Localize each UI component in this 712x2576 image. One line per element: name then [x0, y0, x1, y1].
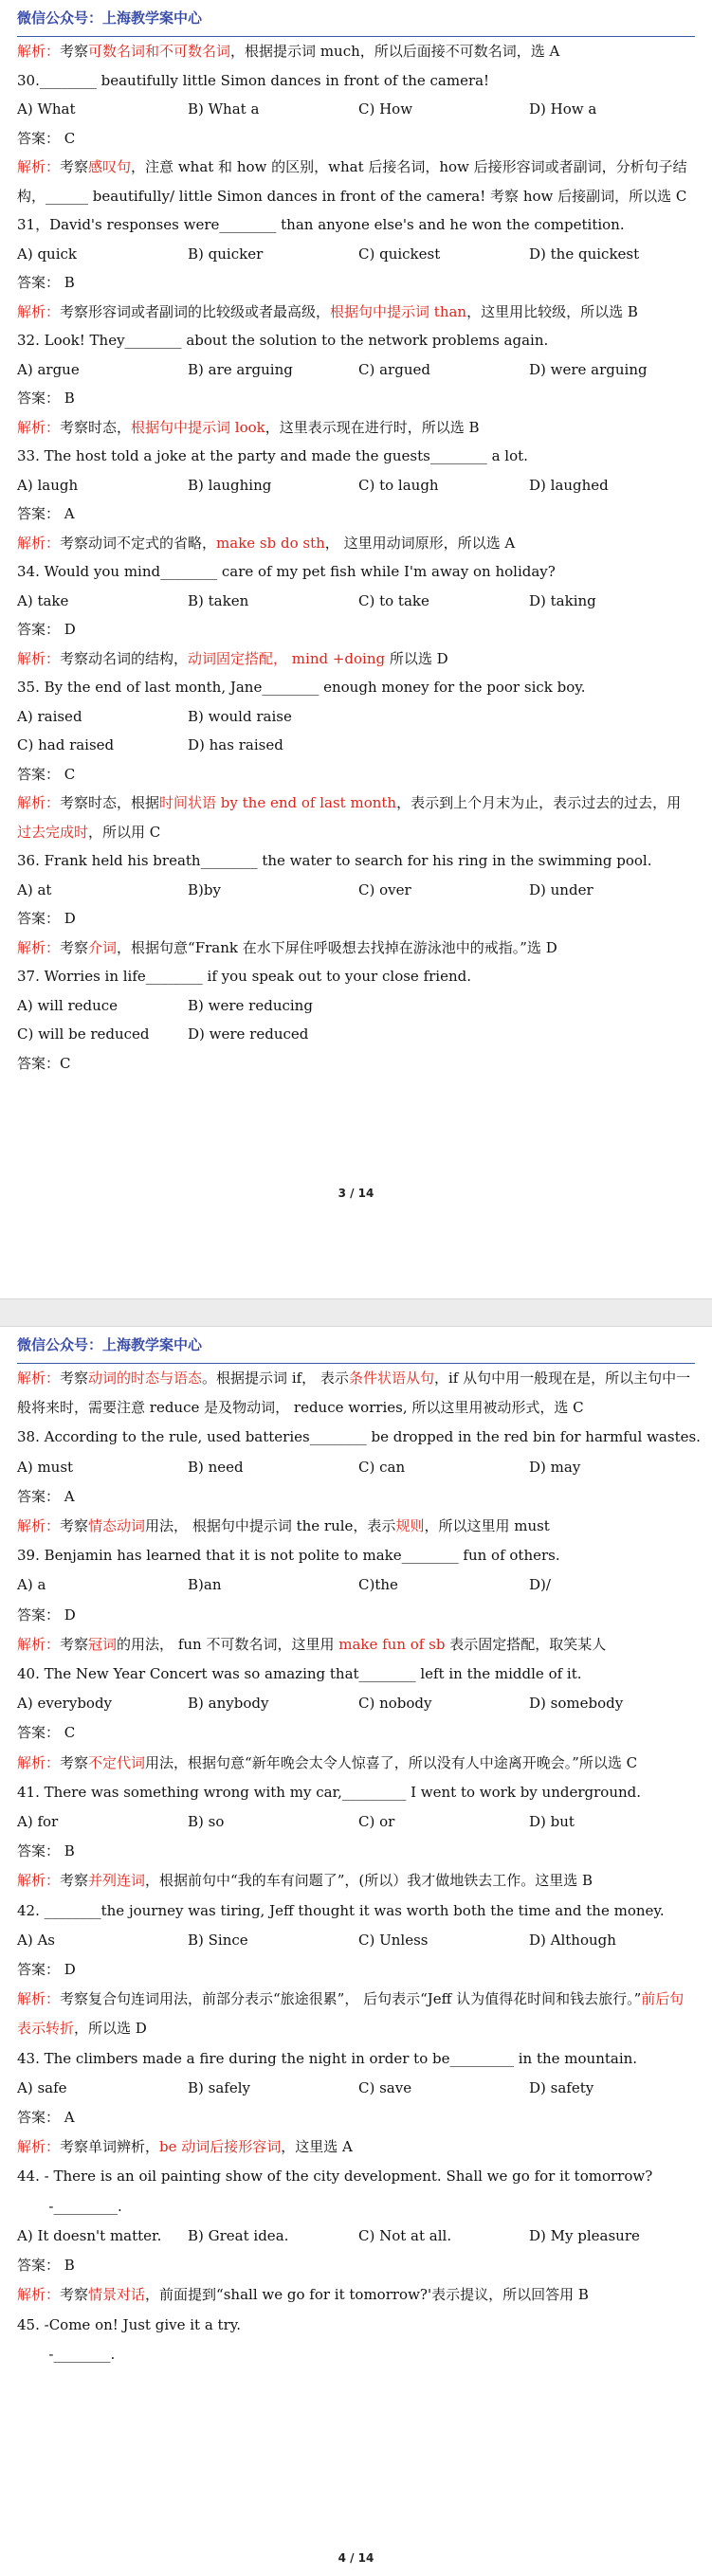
- question-options: A) quick B) quicker C) quickest D) the quickest: [17, 245, 640, 263]
- question-stem: 39. Benjamin has learned that it is not polite to make________ fun of others.: [17, 1547, 560, 1565]
- answer-line: 答案： C: [17, 129, 76, 147]
- question-options: A) must B) need C) can D) may: [17, 1458, 581, 1476]
- analysis-line: 解析：考察不定代词用法，根据句意“新年晚会太令人惊喜了，所以没有人中途离开晚会。”所以选 C: [17, 1753, 638, 1771]
- answer-line: 答案： C: [17, 765, 76, 783]
- analysis-line: 解析：考察单词辨析，be 动词后接形容词，这里选 A: [17, 2138, 353, 2156]
- document-page-4: [0, 1327, 712, 2576]
- page-content: [17, 37, 695, 1078]
- question-options: C) will be reduced D) were reduced: [17, 1025, 309, 1043]
- question-options: A) a B)an C)the D)/: [17, 1576, 551, 1594]
- answer-line: 答案：C: [17, 1054, 71, 1072]
- question-stem: 31，David's responses were________ than anyone else's and he won the competition.: [17, 216, 625, 233]
- question-stem-reply: -________.: [17, 2345, 116, 2363]
- page-separator: [0, 1298, 712, 1327]
- answer-line: 答案： B: [17, 274, 75, 291]
- analysis-line: 解析：考察时态，根据时间状语 by the end of last month，表示到上个月末为止，表示过去的过去，用过去完成时，所以用 C: [17, 794, 682, 841]
- analysis-line: 解析：考察可数名词和不可数名词，根据提示词 much，所以后面接不可数名词，选 A: [17, 43, 560, 60]
- page-number: 3 / 14: [338, 1187, 374, 1200]
- answer-line: 答案： C: [17, 1724, 76, 1742]
- question-options: A) will reduce B) were reducing: [17, 996, 313, 1014]
- question-stem: 38. According to the rule, used batteries________ be dropped in the red bin for harmful wastes.: [17, 1428, 701, 1446]
- question-options: A) at B)by C) over D) under: [17, 880, 593, 898]
- question-stem: 36. Frank held his breath________ the water to search for his ring in the swimming pool.: [17, 852, 652, 869]
- question-options: A) As B) Since C) Unless D) Although: [17, 1931, 616, 1949]
- question-stem: 37. Worries in life________ if you speak out to your close friend.: [17, 968, 471, 985]
- analysis-line: 解析：考察动词的时态与语态。根据提示词 if， 表示条件状语从句，if 从句中用一般现在是，所以主句中一般将来时，需要注意 reduce 是及物动词， reduce worries, 所以这里用被动形式，选 C: [17, 1370, 691, 1417]
- page-header: 微信公众号：上海教学案中心: [17, 1327, 695, 1364]
- question-stem: 32. Look! They________ about the solution to the network problems again.: [17, 332, 549, 349]
- answer-line: 答案： A: [17, 505, 75, 522]
- question-options: A) What B) What a C) How D) How a: [17, 100, 597, 118]
- answer-line: 答案： B: [17, 1842, 75, 1860]
- question-stem: 41. There was something wrong with my car,_________ I went to work by underground.: [17, 1783, 642, 1801]
- answer-line: 答案： A: [17, 1487, 75, 1505]
- answer-line: 答案： D: [17, 910, 76, 927]
- answer-line: 答案： B: [17, 2257, 75, 2275]
- analysis-line: 解析：考察情景对话，前面提到“shall we go for it tomorrow?'表示提议，所以回答用 B: [17, 2286, 589, 2304]
- analysis-line: 解析：考察动词不定式的省略，make sb do sth， 这里用动词原形，所以选 A: [17, 534, 516, 552]
- question-stem: 35. By the end of last month, Jane________ enough money for the poor sick boy.: [17, 679, 586, 696]
- question-stem: 44. - There is an oil painting show of the city development. Shall we go for it tomorrow?: [17, 2168, 653, 2186]
- page-content: [17, 1364, 701, 2369]
- question-options: A) argue B) are arguing C) argued D) were arguing: [17, 360, 648, 378]
- page-number: 4 / 14: [338, 2551, 374, 2565]
- question-stem: 43. The climbers made a fire during the night in order to be_________ in the mountain.: [17, 2049, 638, 2067]
- analysis-line: 解析：考察形容词或者副词的比较级或者最高级，根据句中提示词 than，这里用比较级，所以选 B: [17, 302, 638, 320]
- question-stem: 30.________ beautifully little Simon dances in front of the camera!: [17, 71, 490, 89]
- analysis-line: 解析：考察介词，根据句意“Frank 在水下屏住呼吸想去找掉在游泳池中的戒指。”选 D: [17, 938, 557, 956]
- question-options: A) take B) taken C) to take D) taking: [17, 591, 596, 609]
- question-stem: 33. The host told a joke at the party and made the guests________ a lot.: [17, 447, 528, 464]
- question-options: A) for B) so C) or D) but: [17, 1813, 575, 1831]
- answer-line: 答案： D: [17, 1961, 76, 1979]
- page-header: 微信公众号：上海教学案中心: [17, 0, 695, 37]
- answer-line: 答案： B: [17, 390, 75, 407]
- question-options: A) laugh B) laughing C) to laugh D) laughed: [17, 476, 609, 494]
- answer-line: 答案： A: [17, 2109, 75, 2127]
- analysis-line: 解析：考察冠词的用法， fun 不可数名词，这里用 make fun of sb 表示固定搭配，取笑某人: [17, 1635, 607, 1653]
- answer-line: 答案： D: [17, 1605, 76, 1624]
- question-stem-reply: -_________.: [17, 2197, 122, 2215]
- question-stem: 45. -Come on! Just give it a try.: [17, 2315, 241, 2333]
- question-stem: 42. ________the journey was tiring, Jeff thought it was worth both the time and the money.: [17, 1901, 665, 1919]
- question-stem: 40. The New Year Concert was so amazing that________ left in the middle of it.: [17, 1665, 582, 1683]
- question-options: C) had raised D) has raised: [17, 736, 283, 753]
- analysis-line: 解析：考察情态动词用法， 根据句中提示词 the rule，表示规则，所以这里用 must: [17, 1517, 550, 1535]
- analysis-line: 解析：考察动名词的结构，动词固定搭配， mind +doing 所以选 D: [17, 649, 448, 667]
- analysis-line: 解析：考察复合句连词用法，前部分表示“旅途很累”， 后句表示“Jeff 认为值得花时间和钱去旅行。”前后句表示转折，所以选 D: [17, 1990, 685, 2038]
- analysis-line: 解析：考察并列连词，根据前句中“我的车有问题了”，(所以）我才做地铁去工作。这里选 B: [17, 1872, 593, 1890]
- question-stem: 34. Would you mind________ care of my pet fish while I'm away on holiday?: [17, 563, 556, 580]
- question-options: A) It doesn't matter. B) Great idea. C) Not at all. D) My pleasure: [17, 2226, 640, 2244]
- analysis-line: 解析：考察时态，根据句中提示词 look，这里表示现在进行时，所以选 B: [17, 418, 480, 436]
- question-options: A) safe B) safely C) save D) safety: [17, 2078, 594, 2096]
- analysis-line: 解析：考察感叹句，注意 what 和 how 的区别，what 后接名词，how 后接形容词或者副词，分析句子结构，______ beautifully/ little Simon dances in front of the camera! 考察 how 后接副词，所以选 C: [17, 158, 687, 205]
- question-options: A) everybody B) anybody C) nobody D) somebody: [17, 1695, 624, 1713]
- answer-line: 答案： D: [17, 621, 76, 638]
- question-options: A) raised B) would raise: [17, 707, 292, 725]
